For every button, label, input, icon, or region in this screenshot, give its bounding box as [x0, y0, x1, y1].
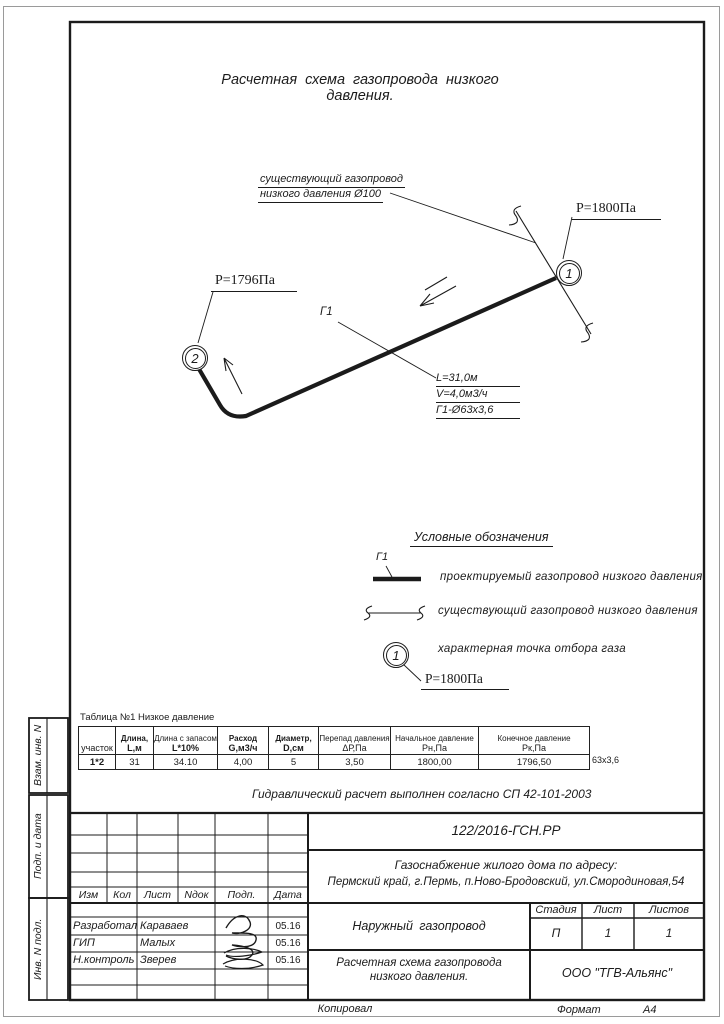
stage-label: Стадия — [535, 904, 577, 916]
legend-g1-label: Г1 — [376, 551, 389, 563]
sheet-value: 1 — [604, 926, 612, 940]
pressure-label-node2: Р=1796Па — [211, 273, 297, 292]
pressure-label-node1: Р=1800Па — [572, 201, 661, 220]
legend-item-proposed: проектируемый газопровод низкого давления — [440, 571, 703, 583]
sign-date-2: 05.16 — [275, 955, 301, 966]
object-address-line2: Пермский край, г.Пермь, п.Ново-Бродовский, ул.Смородиновая,54 — [327, 876, 685, 888]
segment-tag-g1: Г1 — [320, 306, 333, 318]
col-nach-davlenie: Начальное давление Рн,Па — [391, 727, 479, 755]
sheet-label: Лист — [593, 904, 623, 916]
calc-table-data-row — [79, 755, 590, 770]
segment-pipe: Г1-Ø63х3,6 — [436, 403, 520, 419]
col-header-kol: Кол — [113, 889, 131, 901]
sheet-title-line1: Расчетная схема газопровода — [336, 957, 502, 969]
col-perepad: Перепад давления ΔР,Па — [319, 727, 391, 755]
col-dlina-zapas: Длина с запасом L*10% — [154, 727, 218, 755]
hydraulic-note: Гидравлический расчет выполнен согласно СП 42-101-2003 — [252, 787, 592, 801]
calc-table-header-row — [79, 727, 590, 755]
pipe-size-annotation: 63х3,6 — [592, 755, 620, 765]
col-dlina: Длина, L,м — [116, 727, 154, 755]
node-2-number: 2 — [191, 350, 199, 366]
segment-info — [436, 371, 520, 419]
company-name: ООО "ТГВ-Альянс" — [561, 966, 673, 980]
side-label-podp-data: Подп. и дата — [32, 813, 44, 880]
sign-name-1: Малых — [140, 937, 176, 949]
copied-label: Копировал — [317, 1003, 373, 1015]
cell-dlina: 31 — [116, 755, 154, 770]
col-header-list: Лист — [143, 889, 172, 901]
stage-value: П — [551, 926, 561, 940]
segment-length: L=31,0м — [436, 371, 520, 387]
col-kon-davlenie: Конечное давление Рк,Па — [479, 727, 590, 755]
existing-pipeline-label — [258, 173, 405, 203]
legend-node-circle — [383, 642, 409, 668]
sheet-title-line2: низкого давления. — [369, 971, 469, 983]
legend-item-node: характерная точка отбора газа — [438, 643, 626, 655]
col-header-data: Дата — [274, 889, 302, 901]
legend-node-number: 1 — [392, 647, 400, 663]
sign-role-2: Н.контроль — [73, 954, 135, 966]
side-label-inv-podl: Инв. N подл. — [32, 918, 44, 980]
side-label-vzam-inv: Взам. инв. N — [32, 724, 44, 787]
sign-date-0: 05.16 — [275, 921, 301, 932]
sign-role-0: Разработал — [73, 920, 138, 932]
col-header-izm: Изм — [78, 889, 99, 901]
doc-number: 122/2016-ГСН.РР — [451, 823, 561, 838]
sign-name-0: Караваев — [140, 920, 189, 932]
sheets-label: Листов — [648, 904, 690, 916]
cell-kon-davlenie: 1796,50 — [479, 755, 590, 770]
format-value: А4 — [643, 1004, 657, 1016]
segment-flow: V=4,0м3/ч — [436, 387, 520, 403]
sign-date-1: 05.16 — [275, 938, 301, 949]
legend-pressure-note: Р=1800Па — [421, 671, 509, 690]
col-rashod: Расход G,м3/ч — [218, 727, 269, 755]
drawing-title: Расчетная схема газопровода низкого давления. — [221, 72, 499, 104]
cell-uchastok: 1*2 — [79, 755, 116, 770]
cell-nach-davlenie: 1800,00 — [391, 755, 479, 770]
cell-diametr: 5 — [269, 755, 319, 770]
sheets-value: 1 — [665, 926, 673, 940]
sign-name-2: Зверев — [140, 954, 177, 966]
signature-scrawl — [223, 916, 263, 969]
legend-existing-symbol — [364, 606, 425, 620]
existing-pipeline-label-line1: существующий газопровод — [258, 173, 405, 188]
calc-table — [78, 726, 590, 770]
legend-title: Условные обозначения — [410, 530, 553, 547]
node-1-marker — [556, 260, 582, 286]
col-header-ndok: Nдок — [184, 889, 209, 901]
section-title: Наружный газопровод — [352, 919, 486, 933]
cell-dlina-zapas: 34.10 — [154, 755, 218, 770]
cell-rashod: 4,00 — [218, 755, 269, 770]
object-address-line1: Газоснабжение жилого дома по адресу: — [394, 858, 618, 872]
sign-role-1: ГИП — [73, 937, 95, 949]
format-label: Формат — [557, 1004, 601, 1016]
existing-pipeline-label-line2: низкого давления Ø100 — [258, 188, 383, 203]
flow-arrow-mid — [420, 277, 456, 306]
cell-perepad: 3,50 — [319, 755, 391, 770]
node-2-marker — [182, 345, 208, 371]
node-1-number: 1 — [565, 265, 573, 281]
col-header-podp: Подп. — [227, 889, 256, 901]
flow-arrow-node2 — [224, 358, 242, 394]
col-diametr: Диаметр, D,см — [269, 727, 319, 755]
table-caption: Таблица №1 Низкое давление — [80, 712, 215, 723]
legend-item-existing: существующий газопровод низкого давления — [438, 605, 698, 617]
col-uchastok: участок — [79, 727, 116, 755]
